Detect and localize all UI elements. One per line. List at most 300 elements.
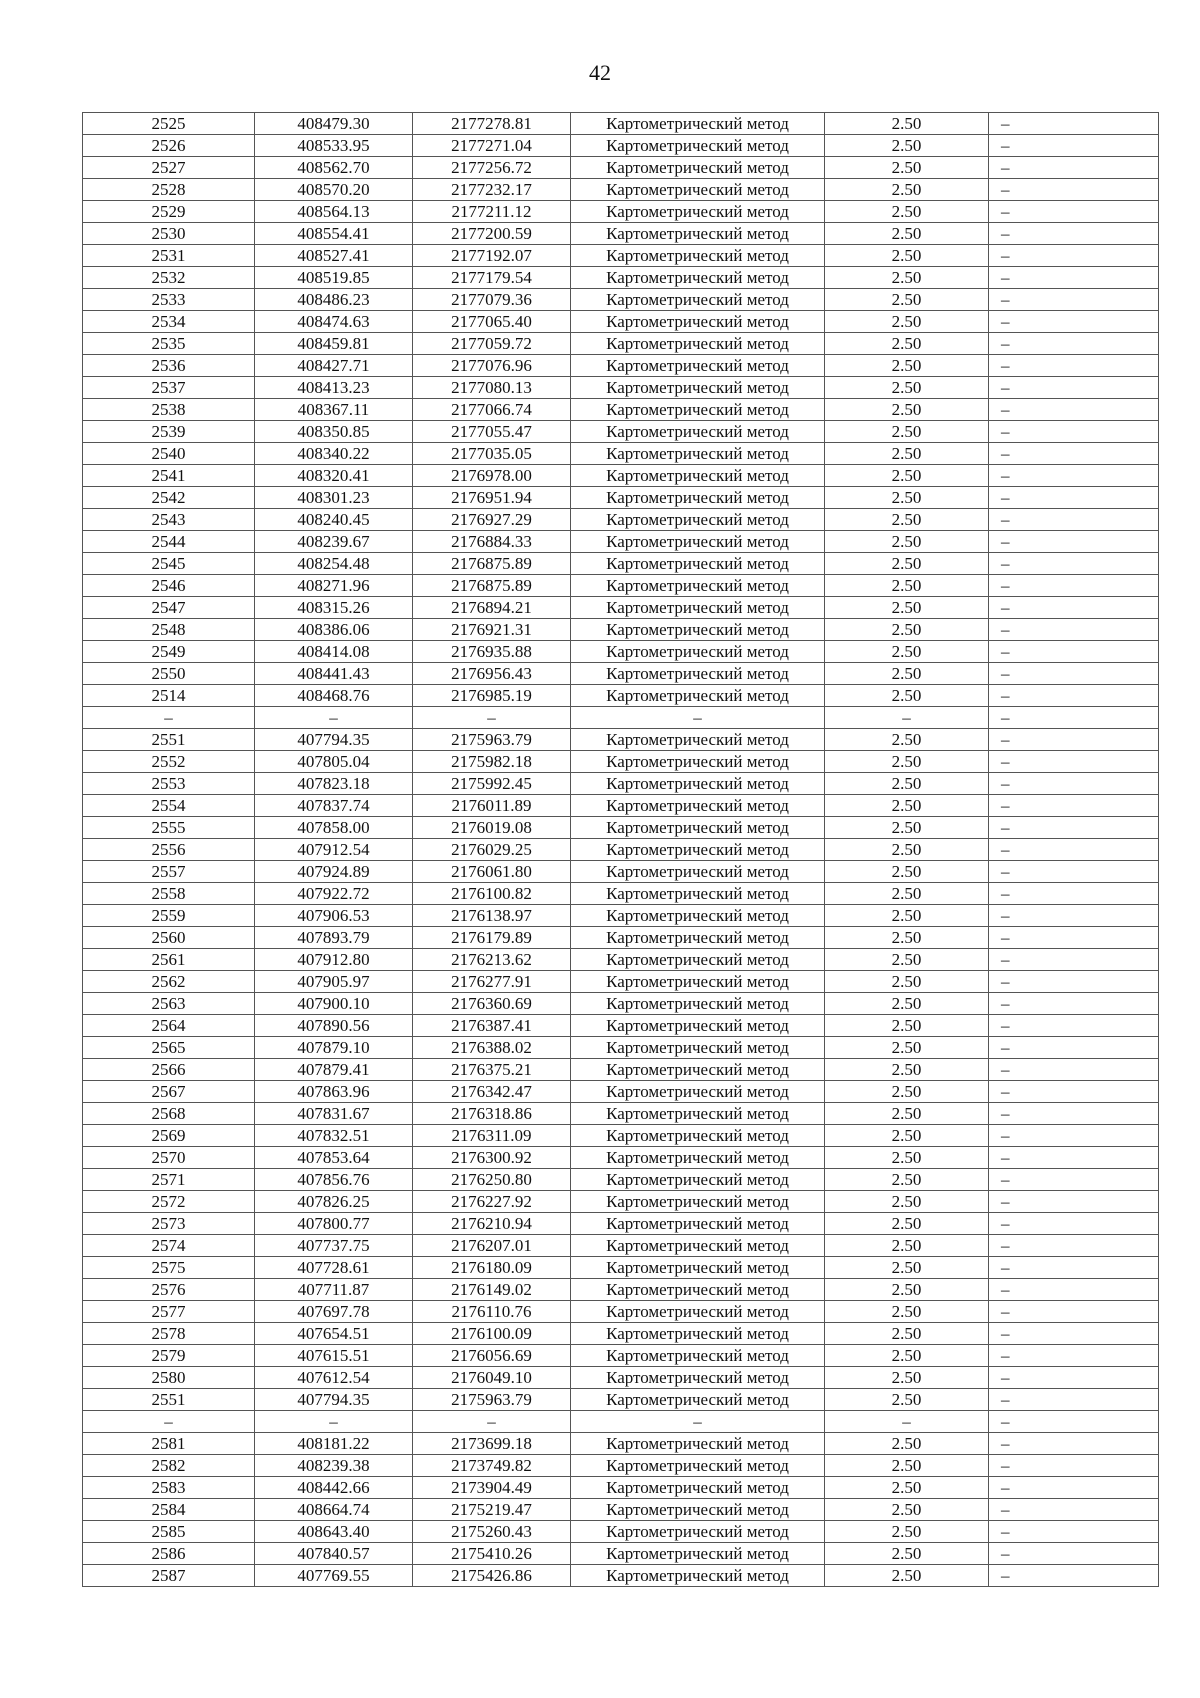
description-cell: – xyxy=(989,421,1159,443)
description-cell: – xyxy=(989,1081,1159,1103)
y-coordinate-cell: 2176311.09 xyxy=(413,1125,571,1147)
y-coordinate-cell: 2176061.80 xyxy=(413,861,571,883)
x-coordinate-cell: 407805.04 xyxy=(255,751,413,773)
description-cell: – xyxy=(989,707,1159,729)
point-number-cell: 2574 xyxy=(83,1235,255,1257)
method-cell: Картометрический метод xyxy=(571,1081,825,1103)
description-cell: – xyxy=(989,1125,1159,1147)
point-number-cell: 2528 xyxy=(83,179,255,201)
x-coordinate-cell: 408271.96 xyxy=(255,575,413,597)
point-number-cell: 2547 xyxy=(83,597,255,619)
method-cell: Картометрический метод xyxy=(571,993,825,1015)
x-coordinate-cell: 407831.67 xyxy=(255,1103,413,1125)
x-coordinate-cell: 407840.57 xyxy=(255,1543,413,1565)
point-number-cell: 2562 xyxy=(83,971,255,993)
y-coordinate-cell: 2176375.21 xyxy=(413,1059,571,1081)
description-cell: – xyxy=(989,1059,1159,1081)
x-coordinate-cell: 407728.61 xyxy=(255,1257,413,1279)
point-number-cell: 2533 xyxy=(83,289,255,311)
x-coordinate-cell: 408350.85 xyxy=(255,421,413,443)
description-cell: – xyxy=(989,201,1159,223)
x-coordinate-cell: 408413.23 xyxy=(255,377,413,399)
table-row xyxy=(83,377,1159,399)
coordinates-table xyxy=(82,112,1159,1587)
y-coordinate-cell: 2176951.94 xyxy=(413,487,571,509)
description-cell: – xyxy=(989,333,1159,355)
y-coordinate-cell: 2175992.45 xyxy=(413,773,571,795)
y-coordinate-cell: – xyxy=(413,707,571,729)
point-number-cell: 2577 xyxy=(83,1301,255,1323)
accuracy-cell: 2.50 xyxy=(825,377,989,399)
point-number-cell: 2540 xyxy=(83,443,255,465)
accuracy-cell: 2.50 xyxy=(825,113,989,135)
point-number-cell: 2544 xyxy=(83,531,255,553)
table-row xyxy=(83,663,1159,685)
x-coordinate-cell: 407863.96 xyxy=(255,1081,413,1103)
method-cell: Картометрический метод xyxy=(571,575,825,597)
point-number-cell: 2536 xyxy=(83,355,255,377)
method-cell: Картометрический метод xyxy=(571,1103,825,1125)
table-row xyxy=(83,1213,1159,1235)
x-coordinate-cell: 407900.10 xyxy=(255,993,413,1015)
y-coordinate-cell: 2177059.72 xyxy=(413,333,571,355)
accuracy-cell: 2.50 xyxy=(825,1499,989,1521)
x-coordinate-cell: 408320.41 xyxy=(255,465,413,487)
y-coordinate-cell: 2176207.01 xyxy=(413,1235,571,1257)
point-number-cell: 2576 xyxy=(83,1279,255,1301)
y-coordinate-cell: 2177200.59 xyxy=(413,223,571,245)
y-coordinate-cell: 2176342.47 xyxy=(413,1081,571,1103)
y-coordinate-cell: 2176935.88 xyxy=(413,641,571,663)
x-coordinate-cell: 408570.20 xyxy=(255,179,413,201)
x-coordinate-cell: 408386.06 xyxy=(255,619,413,641)
accuracy-cell: 2.50 xyxy=(825,267,989,289)
x-coordinate-cell: 407879.41 xyxy=(255,1059,413,1081)
description-cell: – xyxy=(989,883,1159,905)
method-cell: – xyxy=(571,1411,825,1433)
accuracy-cell: 2.50 xyxy=(825,421,989,443)
y-coordinate-cell: 2177079.36 xyxy=(413,289,571,311)
table-row xyxy=(83,817,1159,839)
table-row xyxy=(83,1565,1159,1587)
accuracy-cell: 2.50 xyxy=(825,1213,989,1235)
x-coordinate-cell: 407800.77 xyxy=(255,1213,413,1235)
x-coordinate-cell: 407794.35 xyxy=(255,1389,413,1411)
y-coordinate-cell: 2176921.31 xyxy=(413,619,571,641)
y-coordinate-cell: 2177065.40 xyxy=(413,311,571,333)
description-cell: – xyxy=(989,1191,1159,1213)
description-cell: – xyxy=(989,157,1159,179)
table-row xyxy=(83,333,1159,355)
description-cell: – xyxy=(989,399,1159,421)
y-coordinate-cell: 2177192.07 xyxy=(413,245,571,267)
x-coordinate-cell: 408240.45 xyxy=(255,509,413,531)
method-cell: Картометрический метод xyxy=(571,245,825,267)
method-cell: Картометрический метод xyxy=(571,861,825,883)
description-cell: – xyxy=(989,861,1159,883)
method-cell: Картометрический метод xyxy=(571,1565,825,1587)
point-number-cell: 2578 xyxy=(83,1323,255,1345)
table-row xyxy=(83,773,1159,795)
table-row xyxy=(83,421,1159,443)
method-cell: Картометрический метод xyxy=(571,421,825,443)
method-cell: Картометрический метод xyxy=(571,685,825,707)
method-cell: Картометрический метод xyxy=(571,1147,825,1169)
x-coordinate-cell: 407906.53 xyxy=(255,905,413,927)
point-number-cell: 2526 xyxy=(83,135,255,157)
accuracy-cell: 2.50 xyxy=(825,1037,989,1059)
method-cell: Картометрический метод xyxy=(571,531,825,553)
method-cell: Картометрический метод xyxy=(571,465,825,487)
method-cell: Картометрический метод xyxy=(571,883,825,905)
method-cell: Картометрический метод xyxy=(571,1301,825,1323)
accuracy-cell: 2.50 xyxy=(825,509,989,531)
table-row xyxy=(83,839,1159,861)
method-cell: Картометрический метод xyxy=(571,751,825,773)
method-cell: Картометрический метод xyxy=(571,1059,825,1081)
table-row xyxy=(83,553,1159,575)
description-cell: – xyxy=(989,245,1159,267)
y-coordinate-cell: 2176019.08 xyxy=(413,817,571,839)
point-number-cell: 2552 xyxy=(83,751,255,773)
y-coordinate-cell: 2173699.18 xyxy=(413,1433,571,1455)
x-coordinate-cell: 408486.23 xyxy=(255,289,413,311)
x-coordinate-cell: – xyxy=(255,1411,413,1433)
method-cell: Картометрический метод xyxy=(571,1037,825,1059)
description-cell: – xyxy=(989,1345,1159,1367)
method-cell: Картометрический метод xyxy=(571,311,825,333)
table-row xyxy=(83,1301,1159,1323)
accuracy-cell: 2.50 xyxy=(825,355,989,377)
x-coordinate-cell: 408239.38 xyxy=(255,1455,413,1477)
x-coordinate-cell: 407737.75 xyxy=(255,1235,413,1257)
description-cell: – xyxy=(989,1565,1159,1587)
method-cell: Картометрический метод xyxy=(571,1169,825,1191)
description-cell: – xyxy=(989,487,1159,509)
x-coordinate-cell: 408367.11 xyxy=(255,399,413,421)
method-cell: Картометрический метод xyxy=(571,1191,825,1213)
point-number-cell: 2541 xyxy=(83,465,255,487)
description-cell: – xyxy=(989,377,1159,399)
method-cell: Картометрический метод xyxy=(571,333,825,355)
y-coordinate-cell: 2176894.21 xyxy=(413,597,571,619)
y-coordinate-cell: 2176300.92 xyxy=(413,1147,571,1169)
point-number-cell: 2535 xyxy=(83,333,255,355)
table-row xyxy=(83,465,1159,487)
accuracy-cell: 2.50 xyxy=(825,1433,989,1455)
accuracy-cell: 2.50 xyxy=(825,839,989,861)
method-cell: Картометрический метод xyxy=(571,1389,825,1411)
point-number-cell: 2579 xyxy=(83,1345,255,1367)
table-row xyxy=(83,1279,1159,1301)
description-cell: – xyxy=(989,1037,1159,1059)
table-row xyxy=(83,179,1159,201)
x-coordinate-cell: 407893.79 xyxy=(255,927,413,949)
description-cell: – xyxy=(989,1147,1159,1169)
point-number-cell: 2583 xyxy=(83,1477,255,1499)
description-cell: – xyxy=(989,465,1159,487)
accuracy-cell: 2.50 xyxy=(825,1521,989,1543)
method-cell: Картометрический метод xyxy=(571,1477,825,1499)
point-number-cell: 2537 xyxy=(83,377,255,399)
method-cell: Картометрический метод xyxy=(571,1433,825,1455)
method-cell: Картометрический метод xyxy=(571,1279,825,1301)
point-number-cell: 2538 xyxy=(83,399,255,421)
method-cell: Картометрический метод xyxy=(571,619,825,641)
accuracy-cell: 2.50 xyxy=(825,223,989,245)
accuracy-cell: 2.50 xyxy=(825,817,989,839)
description-cell: – xyxy=(989,1455,1159,1477)
accuracy-cell: 2.50 xyxy=(825,245,989,267)
description-cell: – xyxy=(989,531,1159,553)
table-row xyxy=(83,707,1159,729)
point-number-cell: 2543 xyxy=(83,509,255,531)
method-cell: Картометрический метод xyxy=(571,355,825,377)
point-number-cell: 2560 xyxy=(83,927,255,949)
accuracy-cell: 2.50 xyxy=(825,1235,989,1257)
page-number: 42 xyxy=(589,60,611,85)
point-number-cell: 2567 xyxy=(83,1081,255,1103)
x-coordinate-cell: 408301.23 xyxy=(255,487,413,509)
accuracy-cell: 2.50 xyxy=(825,1125,989,1147)
method-cell: Картометрический метод xyxy=(571,1499,825,1521)
table-row xyxy=(83,201,1159,223)
table-row xyxy=(83,619,1159,641)
point-number-cell: 2545 xyxy=(83,553,255,575)
accuracy-cell: – xyxy=(825,1411,989,1433)
point-number-cell: 2549 xyxy=(83,641,255,663)
y-coordinate-cell: 2176360.69 xyxy=(413,993,571,1015)
description-cell: – xyxy=(989,1301,1159,1323)
table-row xyxy=(83,949,1159,971)
point-number-cell: 2568 xyxy=(83,1103,255,1125)
point-number-cell: 2571 xyxy=(83,1169,255,1191)
x-coordinate-cell: 408643.40 xyxy=(255,1521,413,1543)
description-cell: – xyxy=(989,1411,1159,1433)
x-coordinate-cell: 408554.41 xyxy=(255,223,413,245)
method-cell: Картометрический метод xyxy=(571,201,825,223)
y-coordinate-cell: 2177055.47 xyxy=(413,421,571,443)
accuracy-cell: 2.50 xyxy=(825,157,989,179)
table-row xyxy=(83,245,1159,267)
point-number-cell: 2558 xyxy=(83,883,255,905)
method-cell: Картометрический метод xyxy=(571,223,825,245)
description-cell: – xyxy=(989,839,1159,861)
accuracy-cell: 2.50 xyxy=(825,553,989,575)
accuracy-cell: 2.50 xyxy=(825,531,989,553)
point-number-cell: 2573 xyxy=(83,1213,255,1235)
accuracy-cell: 2.50 xyxy=(825,1565,989,1587)
x-coordinate-cell: 407794.35 xyxy=(255,729,413,751)
x-coordinate-cell: 407912.80 xyxy=(255,949,413,971)
description-cell: – xyxy=(989,289,1159,311)
table-row xyxy=(83,1147,1159,1169)
point-number-cell: 2559 xyxy=(83,905,255,927)
point-number-cell: 2514 xyxy=(83,685,255,707)
description-cell: – xyxy=(989,443,1159,465)
description-cell: – xyxy=(989,267,1159,289)
y-coordinate-cell: 2176179.89 xyxy=(413,927,571,949)
table-row xyxy=(83,135,1159,157)
x-coordinate-cell: 408459.81 xyxy=(255,333,413,355)
x-coordinate-cell: 408340.22 xyxy=(255,443,413,465)
table-row xyxy=(83,1477,1159,1499)
method-cell: Картометрический метод xyxy=(571,1213,825,1235)
table-row xyxy=(83,685,1159,707)
description-cell: – xyxy=(989,1499,1159,1521)
method-cell: Картометрический метод xyxy=(571,267,825,289)
x-coordinate-cell: 408474.63 xyxy=(255,311,413,333)
x-coordinate-cell: 407697.78 xyxy=(255,1301,413,1323)
x-coordinate-cell: 407837.74 xyxy=(255,795,413,817)
description-cell: – xyxy=(989,1169,1159,1191)
method-cell: Картометрический метод xyxy=(571,949,825,971)
table-row xyxy=(83,1169,1159,1191)
method-cell: Картометрический метод xyxy=(571,113,825,135)
point-number-cell: 2532 xyxy=(83,267,255,289)
method-cell: Картометрический метод xyxy=(571,1521,825,1543)
method-cell: Картометрический метод xyxy=(571,487,825,509)
y-coordinate-cell: 2176149.02 xyxy=(413,1279,571,1301)
x-coordinate-cell: 407924.89 xyxy=(255,861,413,883)
table-row xyxy=(83,1059,1159,1081)
table-row xyxy=(83,531,1159,553)
table-row xyxy=(83,1521,1159,1543)
y-coordinate-cell: 2176110.76 xyxy=(413,1301,571,1323)
table-row xyxy=(83,509,1159,531)
accuracy-cell: 2.50 xyxy=(825,1257,989,1279)
method-cell: Картометрический метод xyxy=(571,1125,825,1147)
accuracy-cell: 2.50 xyxy=(825,1455,989,1477)
method-cell: Картометрический метод xyxy=(571,1455,825,1477)
method-cell: Картометрический метод xyxy=(571,1323,825,1345)
y-coordinate-cell: 2173749.82 xyxy=(413,1455,571,1477)
table-row xyxy=(83,1455,1159,1477)
table-body xyxy=(83,113,1159,1587)
description-cell: – xyxy=(989,1521,1159,1543)
point-number-cell: – xyxy=(83,1411,255,1433)
accuracy-cell: 2.50 xyxy=(825,861,989,883)
y-coordinate-cell: 2176056.69 xyxy=(413,1345,571,1367)
point-number-cell: 2575 xyxy=(83,1257,255,1279)
method-cell: Картометрический метод xyxy=(571,1367,825,1389)
x-coordinate-cell: 407853.64 xyxy=(255,1147,413,1169)
description-cell: – xyxy=(989,817,1159,839)
accuracy-cell: 2.50 xyxy=(825,641,989,663)
description-cell: – xyxy=(989,663,1159,685)
y-coordinate-cell: 2176250.80 xyxy=(413,1169,571,1191)
accuracy-cell: – xyxy=(825,707,989,729)
method-cell: Картометрический метод xyxy=(571,399,825,421)
table-row xyxy=(83,1081,1159,1103)
table-row xyxy=(83,597,1159,619)
point-number-cell: 2580 xyxy=(83,1367,255,1389)
accuracy-cell: 2.50 xyxy=(825,597,989,619)
table-row xyxy=(83,905,1159,927)
x-coordinate-cell: 408427.71 xyxy=(255,355,413,377)
x-coordinate-cell: 407890.56 xyxy=(255,1015,413,1037)
accuracy-cell: 2.50 xyxy=(825,773,989,795)
description-cell: – xyxy=(989,949,1159,971)
method-cell: Картометрический метод xyxy=(571,597,825,619)
x-coordinate-cell: – xyxy=(255,707,413,729)
x-coordinate-cell: 407905.97 xyxy=(255,971,413,993)
method-cell: Картометрический метод xyxy=(571,663,825,685)
point-number-cell: 2586 xyxy=(83,1543,255,1565)
description-cell: – xyxy=(989,1015,1159,1037)
accuracy-cell: 2.50 xyxy=(825,685,989,707)
method-cell: Картометрический метод xyxy=(571,773,825,795)
y-coordinate-cell: 2176956.43 xyxy=(413,663,571,685)
table-row xyxy=(83,1433,1159,1455)
accuracy-cell: 2.50 xyxy=(825,927,989,949)
table-row xyxy=(83,993,1159,1015)
accuracy-cell: 2.50 xyxy=(825,333,989,355)
point-number-cell: 2530 xyxy=(83,223,255,245)
x-coordinate-cell: 407858.00 xyxy=(255,817,413,839)
accuracy-cell: 2.50 xyxy=(825,883,989,905)
table-row xyxy=(83,927,1159,949)
description-cell: – xyxy=(989,1257,1159,1279)
accuracy-cell: 2.50 xyxy=(825,135,989,157)
accuracy-cell: 2.50 xyxy=(825,1279,989,1301)
x-coordinate-cell: 408664.74 xyxy=(255,1499,413,1521)
y-coordinate-cell: 2177035.05 xyxy=(413,443,571,465)
table-row xyxy=(83,1125,1159,1147)
y-coordinate-cell: 2176875.89 xyxy=(413,553,571,575)
y-coordinate-cell: 2175410.26 xyxy=(413,1543,571,1565)
y-coordinate-cell: 2176985.19 xyxy=(413,685,571,707)
point-number-cell: 2542 xyxy=(83,487,255,509)
y-coordinate-cell: 2175426.86 xyxy=(413,1565,571,1587)
accuracy-cell: 2.50 xyxy=(825,289,989,311)
point-number-cell: 2565 xyxy=(83,1037,255,1059)
description-cell: – xyxy=(989,223,1159,245)
y-coordinate-cell: 2176978.00 xyxy=(413,465,571,487)
accuracy-cell: 2.50 xyxy=(825,795,989,817)
x-coordinate-cell: 407769.55 xyxy=(255,1565,413,1587)
table-row xyxy=(83,1345,1159,1367)
method-cell: – xyxy=(571,707,825,729)
description-cell: – xyxy=(989,685,1159,707)
x-coordinate-cell: 407711.87 xyxy=(255,1279,413,1301)
accuracy-cell: 2.50 xyxy=(825,663,989,685)
x-coordinate-cell: 408479.30 xyxy=(255,113,413,135)
accuracy-cell: 2.50 xyxy=(825,729,989,751)
point-number-cell: 2527 xyxy=(83,157,255,179)
table-row xyxy=(83,641,1159,663)
description-cell: – xyxy=(989,1367,1159,1389)
y-coordinate-cell: 2177076.96 xyxy=(413,355,571,377)
x-coordinate-cell: 408527.41 xyxy=(255,245,413,267)
y-coordinate-cell: 2175963.79 xyxy=(413,729,571,751)
method-cell: Картометрический метод xyxy=(571,509,825,531)
y-coordinate-cell: 2176029.25 xyxy=(413,839,571,861)
description-cell: – xyxy=(989,575,1159,597)
description-cell: – xyxy=(989,1433,1159,1455)
method-cell: Картометрический метод xyxy=(571,839,825,861)
x-coordinate-cell: 407879.10 xyxy=(255,1037,413,1059)
table-row xyxy=(83,157,1159,179)
accuracy-cell: 2.50 xyxy=(825,465,989,487)
x-coordinate-cell: 407823.18 xyxy=(255,773,413,795)
point-number-cell: 2556 xyxy=(83,839,255,861)
table-row xyxy=(83,1235,1159,1257)
point-number-cell: 2561 xyxy=(83,949,255,971)
table-row xyxy=(83,1499,1159,1521)
accuracy-cell: 2.50 xyxy=(825,487,989,509)
description-cell: – xyxy=(989,1543,1159,1565)
